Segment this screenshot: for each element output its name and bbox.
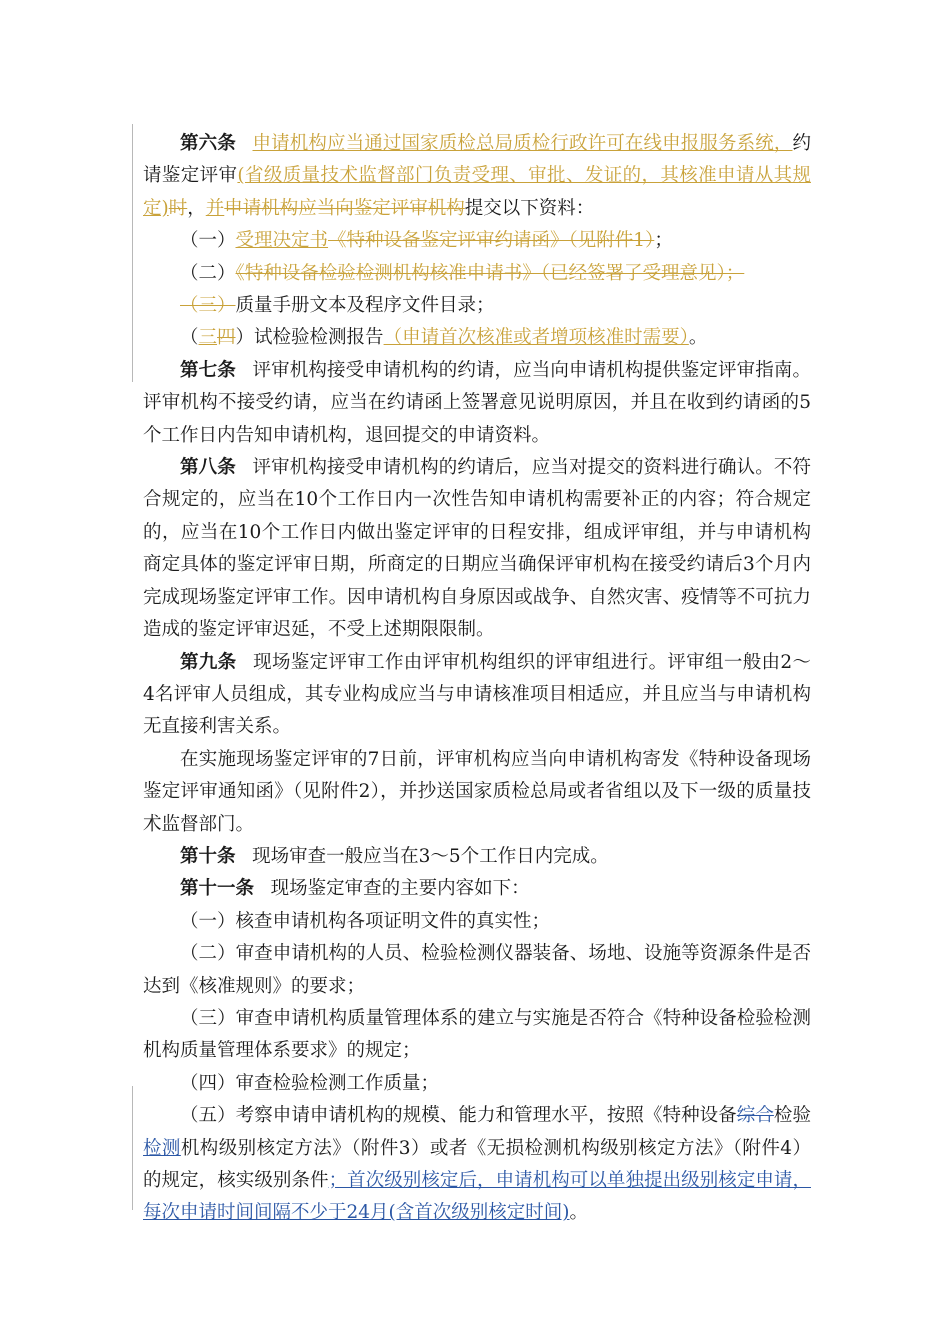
article-10 [143,841,811,873]
body-text: 评审机构接受申请机构的约请，应当向申请机构提供鉴定评审指南。评审机构不接受约请，应当在约请函上签署意见说明原因，并且在收到约请函的5个工作日内告知申请机构，退回提交的申请资料。 [143,359,811,446]
deleted-text: 申请机构应当向鉴定评审机构 [224,197,465,219]
item-number: （二） [180,262,236,284]
article-label: 第六条 [180,133,236,154]
article-11-item-1 [143,906,811,938]
body-text: 评审机构接受申请机构的约请后，应当对提交的资料进行确认。不符合规定的，应当在10个工作日内一次性告知申请机构需要补正的内容；符合规定的，应当在10个工作日内做出鉴定评审的日程安排，组成评审组，并与申请机构商定具体的鉴定评审日期，所商定的日期应当确保评审机构在接受约请后3个月内完成现场鉴定评审工作。因申请机构自身原因或战争、自然灾害、疫情等不可抗力造成的鉴定评审迟延，不受上述期限限制。 [143,457,811,641]
article-label: 第十条 [180,845,236,867]
article-9 [143,647,811,744]
body-text: （四）审查检验检测工作质量； [180,1072,440,1094]
inserted-text: 受理决定书 [235,230,329,252]
article-8 [143,452,811,646]
deleted-text: 四 [217,327,236,349]
item-4 [143,322,811,354]
body-text: 提交以下资料： [464,197,595,219]
article-label: 第七条 [180,359,236,381]
body-text: （二）审查申请机构的人员、检验检测仪器装备、场地、设施等资源条件是否达到《核准规则》的要求； [143,943,811,997]
inserted-text: 申请机构应当通过国家质检总局质检行政许可在线申报服务系统， [252,133,793,154]
article-11-item-5 [143,1100,811,1230]
body-text: ）试检验检测报告 [235,327,384,349]
body-text: ， [187,197,206,219]
deleted-text: （三） [180,295,236,317]
body-text: 。 [569,1202,588,1224]
body-text: （三）审查申请机构质量管理体系的建立与实施是否符合《特种设备检验检测机构质量管理体系要求》的规定； [143,1007,811,1062]
deleted-text: 时 [168,197,188,219]
article-11-item-3 [143,1003,811,1068]
item-2 [143,258,811,290]
article-11-item-2 [143,938,811,1003]
change-bar [132,124,133,382]
body-text: （五）考察申请申请机构的规模、能力和管理水平，按照《特种设备 [180,1105,737,1127]
article-6 [143,128,811,225]
article-7 [143,355,811,452]
body-text: 现场鉴定审查的主要内容如下： [270,878,530,900]
inserted-text: 检测 [143,1137,181,1159]
deleted-text: 综合 [736,1105,774,1127]
body-text: （ [180,327,199,349]
body-text: 。 [688,327,708,349]
inserted-text: ；首次级别核定后，申请机构可以单独提出级别核定申请，每次申请时间间隔不少于24月(含首次级别核定时间) [143,1170,811,1224]
body-text: ； [654,230,673,252]
body-text: 现场审查一般应当在3～5个工作日内完成。 [252,845,609,867]
inserted-text: (省级质量技术监督部门负责受理、审批、发证的，其核准申请从其规定) [143,165,811,219]
deleted-text: 《特种设备鉴定评审约请函》（见附件1） [328,230,655,252]
deleted-text: 《特种设备检验检测机构核准申请书》（已经签署了受理意见）； [235,262,745,284]
article-11 [143,873,811,905]
article-9-paragraph-2 [143,744,811,841]
body-text: 现场鉴定评审工作由评审机构组织的评审组进行。评审组一般由2～4名评审人员组成，其专业构成应当与申请核准项目相适应，并且应当与申请机构无直接利害关系。 [143,651,811,738]
article-label: 第九条 [180,651,237,673]
article-11-item-4 [143,1068,811,1100]
document-body [143,128,811,1230]
body-text: 约请鉴定评审 [143,133,811,187]
body-text: （一）核查申请机构各项证明文件的真实性； [180,910,551,932]
change-bar [132,1086,133,1210]
article-label: 第八条 [180,457,236,479]
article-label: 第十一条 [180,878,255,900]
body-text: 检验 [773,1105,811,1127]
item-number: （一） [180,230,236,252]
body-text: 在实施现场鉴定评审的7日前，评审机构应当向申请机构寄发《特种设备现场鉴定评审通知函》（见附件2），并抄送国家质检总局或者省组以及下一级的质量技术监督部门。 [143,748,811,835]
inserted-text: 并 [205,197,225,219]
body-text: 机构级别核定方法》（附件3）或者《无损检测机构级别核定方法》（附件4）的规定，核实级别条件 [143,1137,811,1191]
item-1 [143,225,811,257]
inserted-text: （申请首次核准或者增项核准时需要） [383,327,689,349]
inserted-text: 三 [198,327,218,349]
item-3 [143,290,811,322]
body-text: 质量手册文本及程序文件目录； [235,295,495,317]
